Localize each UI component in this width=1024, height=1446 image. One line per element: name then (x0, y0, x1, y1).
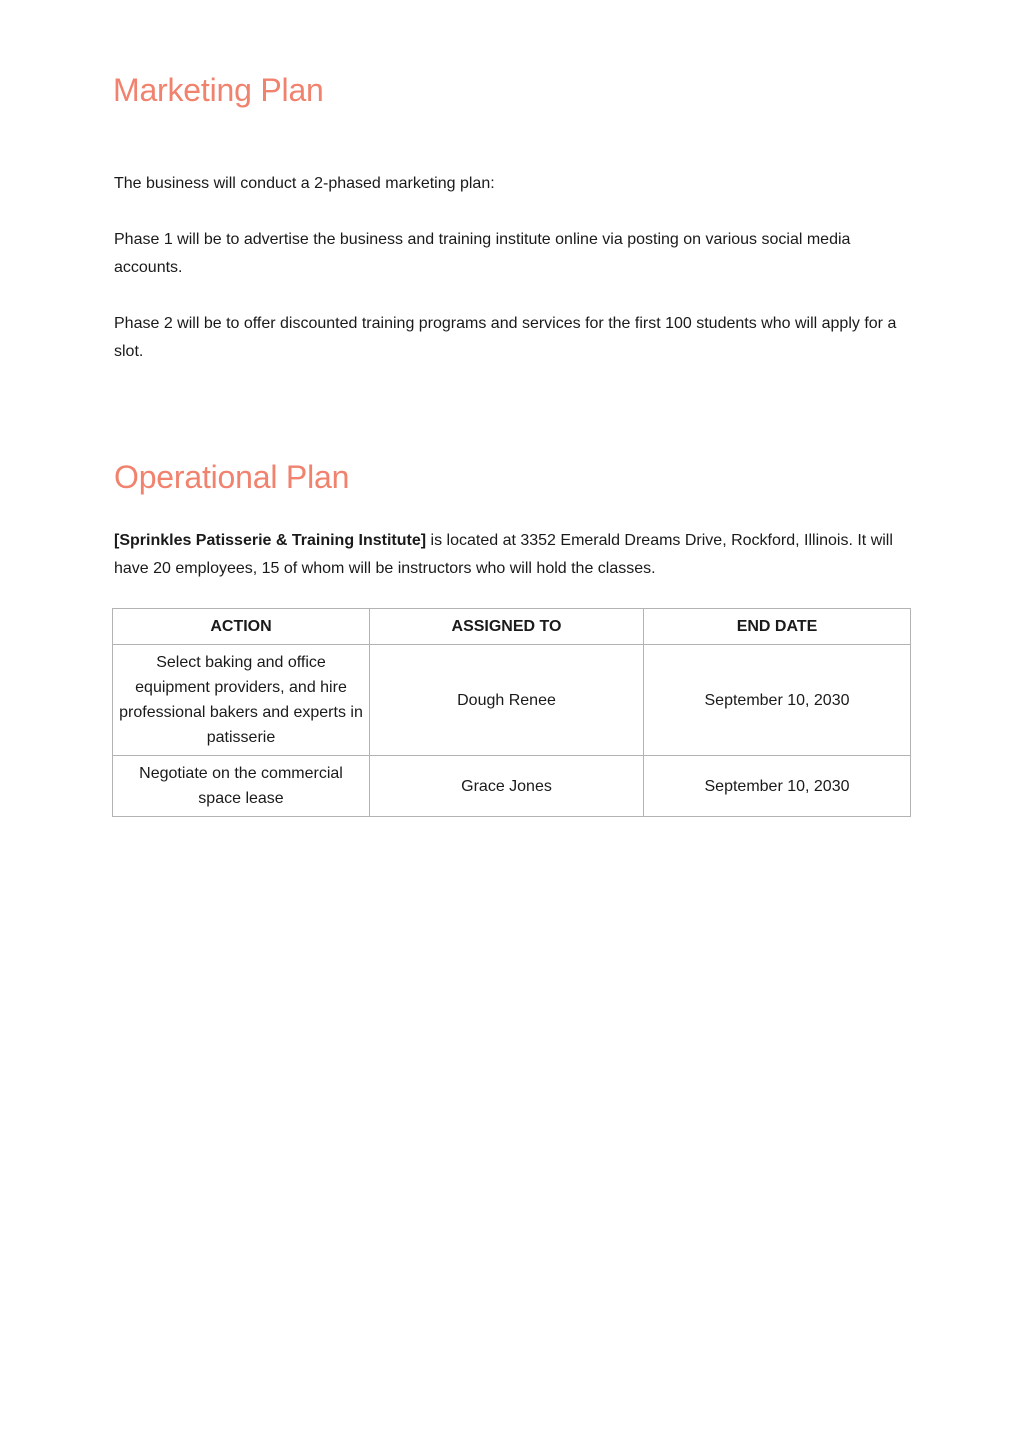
end-date-cell: September 10, 2030 (644, 645, 911, 756)
table-row (113, 645, 911, 756)
marketing-intro-text: The business will conduct a 2-phased marketing plan: (114, 175, 495, 192)
column-header-action: ACTION (113, 609, 370, 645)
table-header-row (113, 609, 911, 645)
location-description: is located at 3352 Emerald Dreams Drive, Rockford, Illinois. It will have 20 employees, 15 of whom will be instructors who will hold the classes. (114, 532, 893, 577)
business-name: [Sprinkles Patisserie & Training Institute] (114, 532, 427, 549)
marketing-plan-heading: Marketing Plan (113, 72, 324, 108)
operational-location-text (114, 527, 910, 583)
column-header-assigned-to: ASSIGNED TO (370, 609, 644, 645)
marketing-phase1-text: Phase 1 will be to advertise the business and training institute online via posting on various social media accounts. (114, 231, 851, 276)
operational-plan-table (112, 608, 911, 817)
operational-plan-heading: Operational Plan (114, 459, 350, 495)
assigned-to-cell: Dough Renee (370, 645, 644, 756)
assigned-to-cell: Grace Jones (370, 756, 644, 817)
end-date-cell: September 10, 2030 (644, 756, 911, 817)
marketing-phase2-text: Phase 2 will be to offer discounted training programs and services for the first 100 students who will apply for a slot. (114, 315, 897, 360)
action-cell: Negotiate on the commercial space lease (113, 756, 370, 817)
table-row (113, 756, 911, 817)
column-header-end-date: END DATE (644, 609, 911, 645)
action-cell: Select baking and office equipment providers, and hire professional bakers and experts in patisserie (113, 645, 370, 756)
